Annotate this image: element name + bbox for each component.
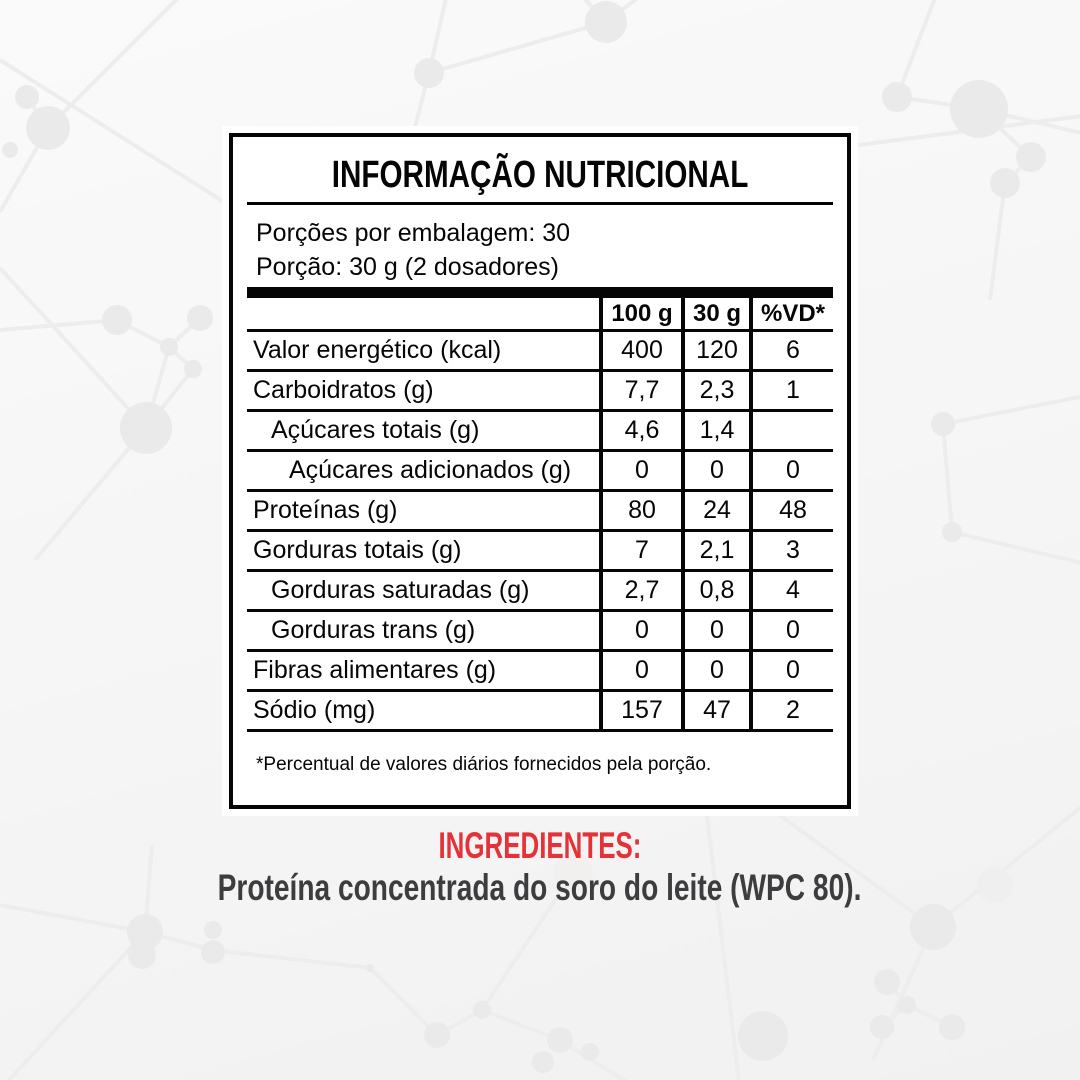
value-100g: 4,6: [601, 411, 683, 451]
value-vd: 6: [751, 331, 833, 371]
value-100g: 400: [601, 331, 683, 371]
serving-size: Porção: 30 g (2 dosadores): [256, 253, 559, 281]
value-100g: 0: [601, 651, 683, 691]
title-divider: [247, 202, 833, 205]
nutrition-title: INFORMAÇÃO NUTRICIONAL: [331, 154, 749, 196]
value-100g: 0: [601, 611, 683, 651]
value-30g: 0: [683, 611, 751, 651]
row-label: Gorduras totais (g): [247, 531, 601, 571]
header-vd: %VD*: [751, 298, 833, 331]
value-vd: [751, 411, 833, 451]
value-30g: 2,3: [683, 371, 751, 411]
thick-divider-bar: [247, 287, 833, 298]
value-vd: 1: [751, 371, 833, 411]
value-100g: 7: [601, 531, 683, 571]
ingredients-heading: INGREDIENTES:: [438, 825, 642, 866]
value-100g: 80: [601, 491, 683, 531]
row-label: Açúcares adicionados (g): [247, 451, 601, 491]
nutrition-row: [247, 691, 833, 731]
row-label: Carboidratos (g): [247, 371, 601, 411]
nutrition-row: [247, 371, 833, 411]
value-vd: 3: [751, 531, 833, 571]
row-label: Valor energético (kcal): [247, 331, 601, 371]
row-label: Gorduras saturadas (g): [247, 571, 601, 611]
nutrition-row: [247, 451, 833, 491]
serving-info: [256, 216, 833, 284]
header-empty-cell: [247, 298, 601, 331]
value-30g: 0: [683, 451, 751, 491]
value-vd: 4: [751, 571, 833, 611]
daily-value-footnote: *Percentual de valores diários fornecidos pela porção.: [256, 754, 712, 775]
value-30g: 0: [683, 651, 751, 691]
header-30g: 30 g: [683, 298, 751, 331]
header-100g: 100 g: [601, 298, 683, 331]
value-30g: 47: [683, 691, 751, 731]
row-label: Sódio (mg): [247, 691, 601, 731]
value-100g: 7,7: [601, 371, 683, 411]
value-100g: 157: [601, 691, 683, 731]
nutrition-facts-card: [222, 126, 858, 816]
ingredients-section: [0, 826, 1080, 910]
row-label: Proteínas (g): [247, 491, 601, 531]
nutrition-row: [247, 331, 833, 371]
value-100g: 0: [601, 451, 683, 491]
value-30g: 1,4: [683, 411, 751, 451]
nutrition-table-body: [247, 298, 833, 731]
value-vd: 48: [751, 491, 833, 531]
nutrition-row: [247, 531, 833, 571]
row-label: Gorduras trans (g): [247, 611, 601, 651]
value-30g: 24: [683, 491, 751, 531]
value-30g: 2,1: [683, 531, 751, 571]
table-header-row: [247, 298, 833, 331]
row-label: Fibras alimentares (g): [247, 651, 601, 691]
value-30g: 120: [683, 331, 751, 371]
nutrition-table: [247, 298, 833, 732]
nutrition-row: [247, 611, 833, 651]
value-30g: 0,8: [683, 571, 751, 611]
value-100g: 2,7: [601, 571, 683, 611]
value-vd: 0: [751, 651, 833, 691]
ingredients-text: Proteína concentrada do soro do leite (WPC 80).: [218, 867, 862, 908]
value-vd: 0: [751, 451, 833, 491]
value-vd: 2: [751, 691, 833, 731]
servings-per-package: Porções por embalagem: 30: [256, 219, 571, 247]
nutrition-row: [247, 571, 833, 611]
nutrition-row: [247, 651, 833, 691]
nutrition-row: [247, 491, 833, 531]
nutrition-row: [247, 411, 833, 451]
value-vd: 0: [751, 611, 833, 651]
row-label: Açúcares totais (g): [247, 411, 601, 451]
